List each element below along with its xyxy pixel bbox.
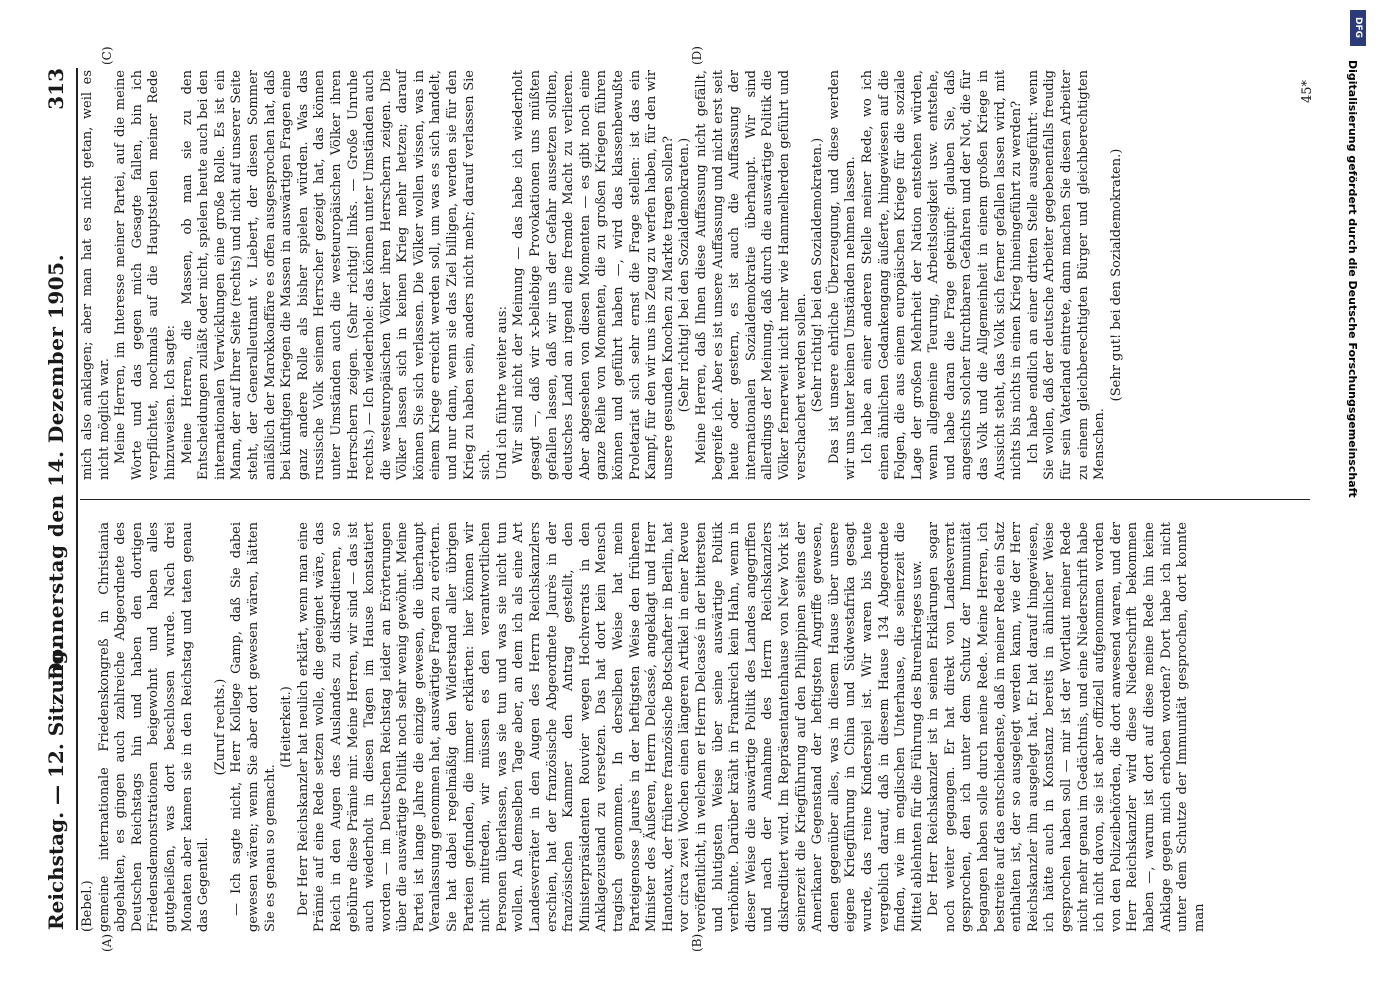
paragraph: Wir sind nicht der Meinung — das habe ich wiederholt gesagt —, daß wir x-beliebige Provokationen uns müßten gefallen lassen, daß wir uns der Gefahr aussetzen sollten, deutsches Land an irgend eine fremde Macht zu verlieren. Aber abgesehen von diesen Momenten — es gibt noch eine ganze Reihe von Momenten, die zu großen Kriegen führen können und geführt haben —, wird das klassenbewußte Proletariat sich sehr ernst die Frage stellen: ist das ein Kampf, für den wir uns ins Zeug zu werfen haben, für den wir unsere gesunden Knochen zu Markte tragen sollen? <box>511 70 676 480</box>
paragraph: (Heiterkeit.) <box>279 686 295 768</box>
paragraph: — Ich sagte nicht, Herr Kollege Gamp, daß Sie dabei gewesen wären; wenn Sie aber dort gewesen wären, hätten Sie es genau so gemacht. <box>229 522 278 932</box>
header-date: Donnerstag den 14. Dezember 1905. <box>44 253 68 680</box>
header-rule <box>76 68 78 930</box>
paragraph: (Sehr richtig! bei den Sozialdemokraten.) <box>810 137 826 413</box>
right-column <box>80 70 1125 480</box>
paragraph: (Sehr gut! bei den Sozialdemokraten.) <box>1108 148 1124 402</box>
paragraph: Meine Herren, daß Ihnen diese Auffassung nicht gefällt, begreife ich. Aber es ist unsere Auffassung und nicht erst seit heute oder gestern, es ist auch die Auffassung der internationalen Sozialdemokratie überhaupt. Wir sind allerdings der Meinung, daß durch die auswärtige Politik die Völker fernerweit nicht mehr wie Hammelherden geführt und verschachert werden sollen. <box>693 70 809 480</box>
paragraph: Der Herr Reichskanzler ist in seinen Erklärungen sogar noch weiter gegangen. Er hat direkt von Landesverrat gesprochen, den ich unter dem Schutz der Immunität begangen haben solle durch meine Rede. Meine Herren, ich bestreite auf das entschiedenste, daß in meiner Rede ein Satz enthalten ist, der so ausgelegt werden kann, wie der Herr Reichskanzler ihn ausgelegt hat. Er hat darauf hingewiesen, ich hätte auch in Konstanz bereits in ähnlicher Weise gesprochen haben soll — mir ist der Wortlaut meiner Rede nicht mehr genau im Gedächtnis, und eine Niederschrift habe ich nicht davon, sie ist aber offiziell aufgenommen worden von den Polizeibehörden, die dort anwesend waren, und der Herr Reichskanzler wird diese Niederschrift bekommen haben —, warum ist dort auf diese meine Rede hin keine Anklage gegen mich erhoben worden? Dort habe ich nicht unter dem Schutze der Immunität gesprochen, dort konnte man <box>926 522 1207 932</box>
digitization-strip <box>1338 0 1383 1000</box>
header-left: Reichstag. — 12. Sitzung. <box>44 643 68 930</box>
paragraph: (Zuruf rechts.) <box>212 678 228 776</box>
paragraph: (Bebel.) <box>80 880 95 932</box>
digitization-notice: Digitalisierung gefördert durch die Deutsche Forschungsgemeinschaft <box>1346 60 1359 498</box>
paragraph: Meine Herren, im Interesse meiner Partei, auf die meine Worte und das gegen mich Gesagte fallen, bin ich verpflichtet, nochmals auf die Hauptstellen meiner Rede hinzuweisen. Ich sagte: <box>113 70 178 480</box>
paragraph: Meine Herren, die Massen, ob man sie zu den Entscheidungen zuläßt oder nicht, spielen heute auch bei den internationalen Verwicklungen eine große Rolle. Es ist ein Mann, der auf Ihrer Seite (rechts) und nicht auf unserer Seite steht, der Generalleutnant v. Liebert, der diesen Sommer anläßlich der Marokkoaffäre es offen ausgesprochen hat, daß bei künftigen Kriegen die Massen in auswärtigen Fragen eine ganz andere Rolle als bisher spielen würden. Was das russische Volk seinem Herrscher gezeigt hat, das können unter Umständen auch die westeuropäischen Völker ihren Herrschern zeigen. (Sehr richtig! links. — Große Unruhe rechts.) — Ich wiederhole: das können unter Umständen auch die westeuropäischen Völker ihren Herrschern zeigen. Die Völker lassen sich in keinen Krieg mehr hetzen; darauf können Sie sich verlassen. Die Völker wollen wissen, was in einem Kriege erreicht werden soll, um was es sich handelt, und nur dann, wenn sie das Ziel billigen, werden sie für den Krieg zu haben sein, anders nicht mehr; darauf verlassen Sie sich. <box>179 70 494 480</box>
paragraph: mich also anklagen; aber man hat es nicht getan, weil es nicht möglich war. <box>80 70 112 480</box>
column-divider <box>80 499 1310 500</box>
margin-mark-a: (A) <box>100 933 114 952</box>
page-signature: 45* <box>1300 80 1315 104</box>
dfg-logo: DFG <box>1350 10 1366 46</box>
page-number: 313 <box>44 68 68 110</box>
paragraph: Ich habe endlich an einer dritten Stelle ausgeführt: wenn Sie wollen, daß der deutsche Arbeiter gegebenenfalls freudig für sein Vaterland eintrete, dann machen Sie diesen Arbeiter zu einem gleichberechtigten Bürger und gleichberechtigten Menschen. <box>1025 70 1108 480</box>
paragraph: Der Herr Reichskanzler hat neulich erklärt, wenn man eine Prämie auf eine Rede setzen wolle, die geeignet wäre, das Reich in den Augen des Auslandes zu diskreditieren, so gebühre diese Prämie mir. Meine Herren, wir sind — das ist auch wiederholt in diesen Tagen im Hause konstatiert worden — im Deutschen Reichstag leider an Erörterungen über die auswärtige Politik noch sehr wenig gewöhnt. Meine Partei ist lange Jahre die einzige gewesen, die überhaupt Veranlassung genommen hat, auswärtige Fragen zu erörtern. Sie hat dabei regelmäßig den Widerstand aller übrigen Parteien gefunden, die immer erklärten: hier können wir nicht mitreden, wir müssen es den verantwortlichen Personen überlassen, was sie tun und was sie nicht tun wollen. An demselben Tage aber, an dem ich als eine Art Landesverräter in den Augen des Herrn Reichskanzlers erschien, hat der französische Abgeordnete Jaurès in der französischen Kammer den Antrag gestellt, den Ministerpräsidenten Rouvier wegen Hochverrats in den Anklagezustand zu versetzen. Das hat dort kein Mensch tragisch genommen. In derselben Weise hat mein Parteigenosse Jaurès in der heftigsten Weise den früheren Minister des Äußeren, Herrn Delcassé, angeklagt und Herr Hanotaux, der frühere französische Botschafter in Berlin, hat vor circa zwei Wochen einen längeren Artikel in einer Revue veröffentlicht, in welchem er Herrn Delcassé in der bittersten und blutigsten Weise über seine auswärtige Politik verhöhnte. Darüber kräht in Frankreich kein Hahn, wenn in dieser Weise die auswärtige Politik des Landes angegriffen und nach der Annahme des Herrn Reichskanzlers diskreditiert wird. Im Repräsentantenhause von New York ist seinerzeit die Kriegführung auf den Philippinen seitens der Amerikaner Gegenstand der heftigsten Angriffe gewesen, denen gegenüber alles, was in diesem Hause über unsere eigene Kriegführung in China und Südwestafrika gesagt wurde, das reine Kinderspiel ist. Wir waren bis heute vergeblich darauf, daß in diesem Hause 134 Abgeordnete finden, wie im englischen Unterhause, die seinerzeit die Mittel ablehnten für die Führung des Burenkrieges usw. <box>295 522 925 932</box>
page-header <box>44 68 74 930</box>
paragraph: Ich habe an einer anderen Stelle meiner Rede, wo ich einen ähnlichen Gedankengang äußerte, hingewiesen auf die Folgen, die aus einem europäischen Kriege für die soziale Lage der großen Mehrheit der Nation entstehen würden, wenn allgemeine Teurung, Arbeitslosigkeit usw. entstehe, und habe daran die Frage geknüpft: glauben Sie, daß angesichts solcher furchtbaren Gefahren und der Not, die für das Volk und die Allgemeinheit in einem großen Kriege in Aussicht steht, das Volk sich ferner gefallen lassen wird, mit nichts bis nichts in einen Krieg hineingeführt zu werden? <box>859 70 1025 480</box>
margin-mark-d: (D) <box>690 46 704 65</box>
paragraph: Das ist unsere ehrliche Überzeugung, und diese werden wir uns unter keinen Umständen nehmen lassen. <box>826 70 859 480</box>
left-column <box>80 522 1208 932</box>
paragraph: gemeine internationale Friedenskongreß in Christiania abgehalten, es gingen auch zahlreiche Abgeordnete des Deutschen Reichstags hin und haben den dortigen Friedensdemonstrationen beigewohnt und haben alles gutgeheißen, was dort beschlossen wurde. Nach drei Monaten aber kamen sie in den Reichstag und taten genau das Gegenteil. <box>96 522 212 932</box>
paragraph: Und ich führte weiter aus: <box>494 306 510 480</box>
margin-mark-b: (B) <box>690 933 704 952</box>
paragraph: (Sehr richtig! bei den Sozialdemokraten.) <box>677 137 693 413</box>
margin-mark-c: (C) <box>100 46 114 65</box>
